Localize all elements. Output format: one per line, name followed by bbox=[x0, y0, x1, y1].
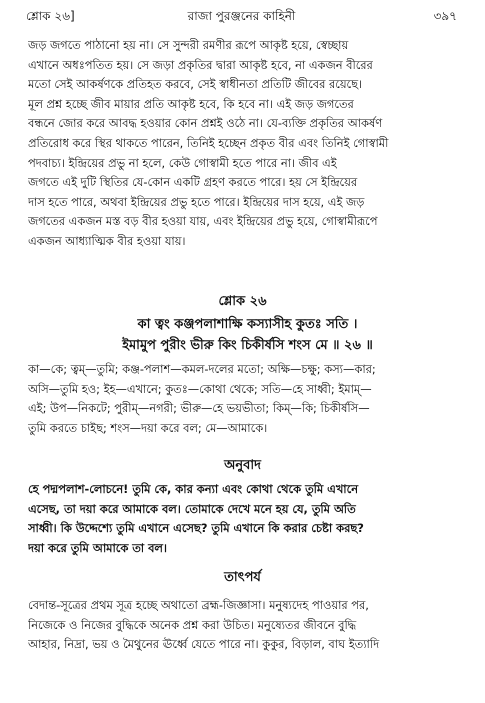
text-line: মূল প্রশ্ন হচ্ছে জীব মায়ার প্রতি আকৃষ্ট হবে, কি হবে না। এই জড় জগতের bbox=[28, 96, 354, 111]
text-line: একজন আধ্যাত্মিক বীর হওয়া যায়। bbox=[28, 233, 186, 248]
verse-line: কা ত্বং কঞ্জপলাশাক্ষি কস্যাসীহ কুতঃ সতি । bbox=[137, 317, 358, 332]
translation-heading: অনুবাদ bbox=[224, 458, 261, 473]
sanskrit-verse bbox=[40, 314, 455, 356]
translation-line: হে পদ্মপলাশ-লোচনে! তুমি কে, কার কন্যা এবং কোথা থেকে তুমি এখানে bbox=[28, 482, 358, 496]
text-line: দাস হতে পারে, অথবা ইন্দ্রিয়ের প্রভু হতে পারে। ইন্দ্রিয়ের দাস হয়ে, এই জড় bbox=[28, 194, 365, 209]
translation-line: এসেছ, তা দয়া করে আমাকে বল। তোমাকে দেখে মনে হয় যে, তুমি অতি bbox=[28, 501, 356, 516]
text-line: মতো সেই আকর্ষণকে প্রতিহত করবে, সেই স্বাধীনতা প্রতিটি জীবের রয়েছে। bbox=[28, 77, 363, 92]
purport-heading: তাৎপর্য bbox=[224, 570, 261, 585]
translation-line: দয়া করে তুমি আমাকে তা বল। bbox=[28, 540, 167, 555]
translation bbox=[28, 480, 457, 558]
synonym-line: কা—কে; ত্বম্—তুমি; কঞ্জ-পলাশ—কমল-দলের মতো; অক্ষি—চক্ষু; কস্য—কার; bbox=[28, 362, 376, 376]
synonym-line: তুমি করতে চাইছ; শংস—দয়া করে বল; মে—আমাকে। bbox=[28, 420, 268, 435]
translation-line: সাধ্বী। কি উদ্দেশ্যে তুমি এখানে এসেছ? তুমি এখানে কি করার চেষ্টা করছ? bbox=[28, 521, 364, 536]
running-header bbox=[26, 8, 457, 28]
synonym-line: এই; উপ—নিকটে; পুরীম্—নগরী; ভীরু—হে ভয়ভীতা; কিম্—কি; চিকীর্ষসি— bbox=[28, 401, 370, 416]
text-line: পদবাচ্য। ইন্দ্রিয়ের প্রভু না হলে, কেউ গোস্বামী হতে পারে না। জীব এই bbox=[28, 155, 337, 170]
chapter-title: রাজা পুরঞ্জনের কাহিনী bbox=[187, 9, 296, 23]
text-line: বন্ধনে জোর করে আবদ্ধ হওয়ার কোন প্রশ্নই ওঠে না। যে-ব্যক্তি প্রকৃতির আকর্ষণ bbox=[28, 116, 383, 131]
text-line: জড় জগতে পাঠানো হয় না। সে সুন্দরী রমণীর রূপে আকৃষ্ট হয়ে, স্বেচ্ছায় bbox=[28, 38, 349, 52]
text-line: এখানে অধঃপতিত হয়। সে জড়া প্রকৃতির দ্বারা আকৃষ্ট হবে, না একজন বীরের bbox=[28, 57, 373, 72]
text-line: জগতে এই দুটি স্থিতির যে-কোন একটি গ্রহণ করতে পারে। হয় সে ইন্দ্রিয়ের bbox=[28, 175, 358, 190]
synonyms bbox=[28, 360, 457, 438]
verse-title: শ্লোক ২৬ bbox=[218, 294, 267, 309]
synonym-line: অসি—তুমি হও; ইহ—এখানে; কুতঃ—কোথা থেকে; সতি—হে সাধ্বী; ইমাম্— bbox=[28, 381, 372, 396]
purport-continuation bbox=[28, 36, 457, 252]
verse-reference: শ্লোক ২৬] bbox=[26, 9, 75, 23]
text-line: জগতের একজন মস্ত বড় বীর হওয়া যায়, এবং ইন্দ্রিয়ের প্রভু হয়ে, গোস্বামীরূপে bbox=[28, 214, 378, 229]
purport-line: বেদান্ত-সূত্রের প্রথম সূত্র হচ্ছে অথাতো ব্রহ্ম-জিজ্ঞাসা। মনুষ্যদেহ পাওয়ার পর, bbox=[28, 598, 369, 612]
purport bbox=[28, 596, 457, 655]
verse-line: ইমামুপ পুরীং ভীরু কিং চিকীর্ষসি শংস মে ॥ ২৬ ॥ bbox=[122, 338, 373, 353]
page-number: ৩৯৭ bbox=[433, 9, 457, 23]
purport-line: নিজেকে ও নিজের বুদ্ধিকে অনেক প্রশ্ন করা উচিত। মনুষ্যেতর জীবনে বুদ্ধি bbox=[28, 617, 357, 632]
text-line: প্রতিরোধ করে স্থির থাকতে পারেন, তিনিই হচ্ছেন প্রকৃত বীর এবং তিনিই গোস্বামী bbox=[28, 135, 389, 150]
purport-line: আহার, নিদ্রা, ভয় ও মৈথুনের ঊর্ধ্বে যেতে পারে না। কুকুর, বিড়াল, বাঘ ইত্যাদি bbox=[28, 637, 380, 652]
